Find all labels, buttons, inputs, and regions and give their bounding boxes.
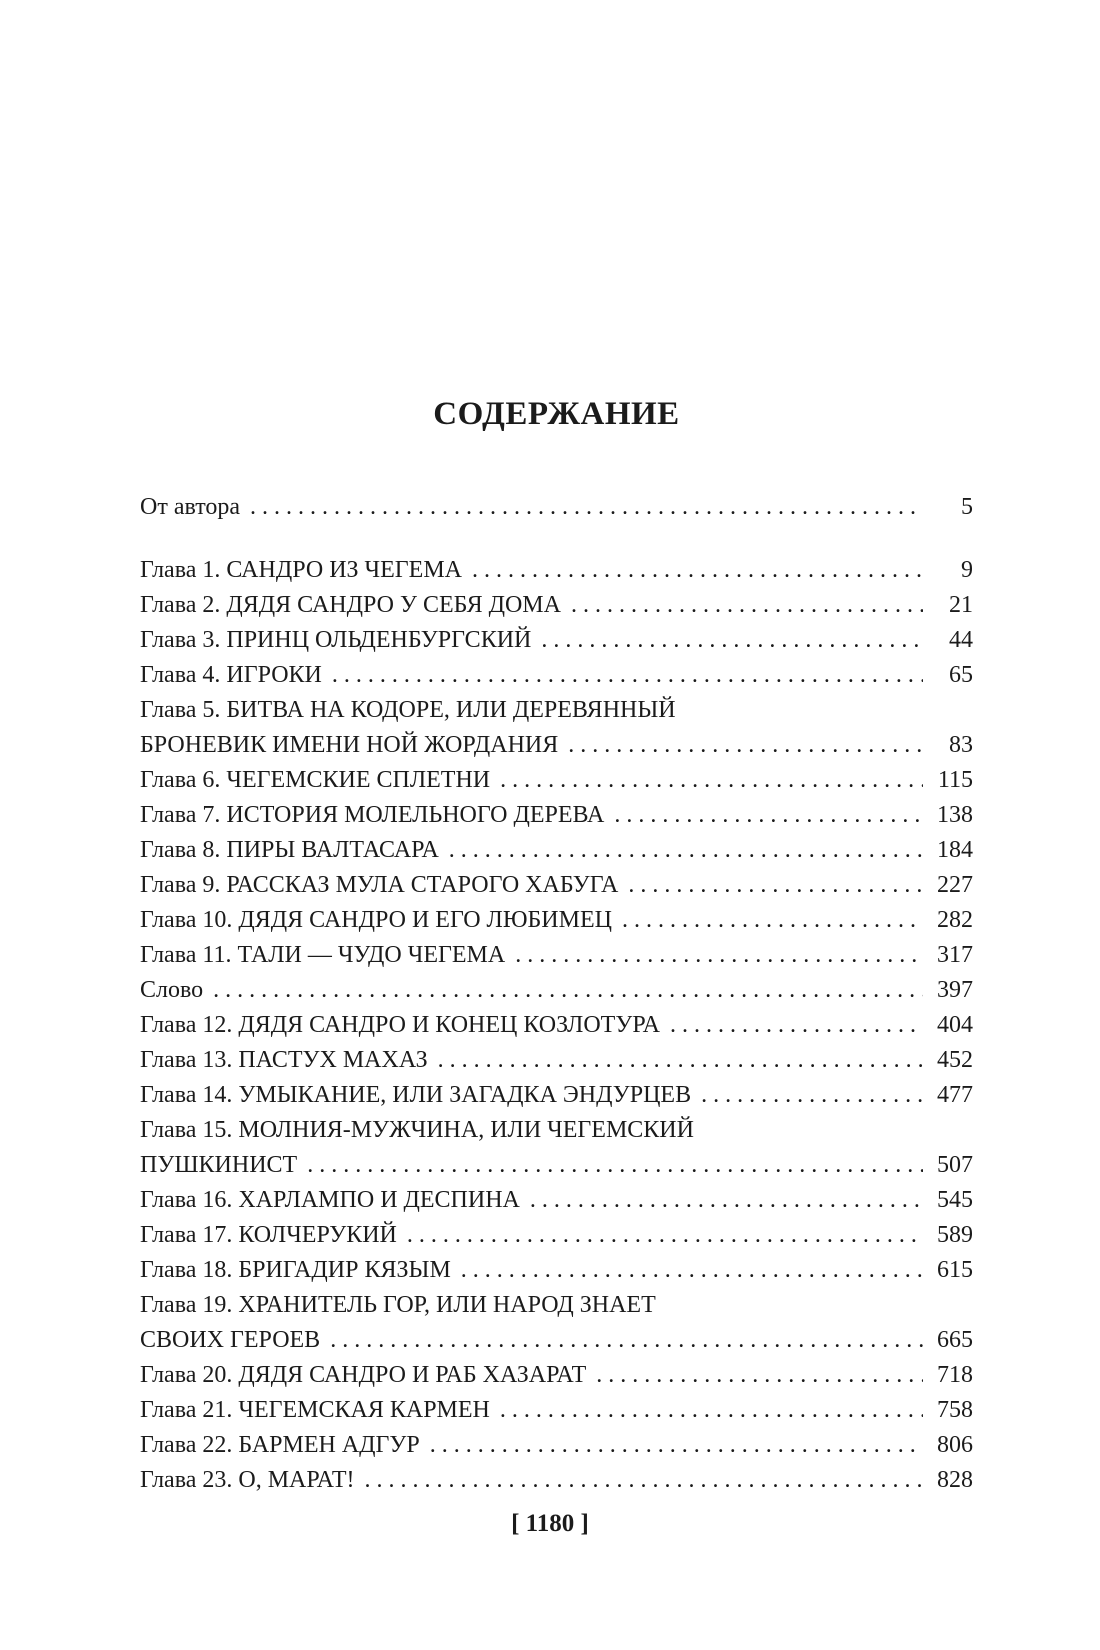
- dot-leader: [439, 833, 923, 868]
- toc-line: [140, 658, 973, 693]
- toc-line-text: Глава 4. ИГРОКИ: [140, 662, 322, 688]
- toc-line-text: Глава 11. ТАЛИ — ЧУДО ЧЕГЕМА: [140, 942, 506, 968]
- toc-line: [140, 693, 973, 728]
- toc-line: [140, 1043, 973, 1078]
- toc-line-page: 665: [937, 1327, 973, 1353]
- dot-leader: [604, 798, 923, 833]
- dot-leader: [586, 1358, 923, 1393]
- toc-line-page: 452: [937, 1047, 973, 1073]
- toc-line-page: 404: [937, 1012, 973, 1038]
- toc-line-page: 615: [937, 1257, 973, 1283]
- toc-line-page: 545: [937, 1187, 973, 1213]
- toc-line-page: 828: [937, 1467, 973, 1493]
- page-title: СОДЕРЖАНИЕ: [433, 396, 680, 432]
- dot-leader: [531, 623, 923, 658]
- toc-line-page: 5: [961, 494, 973, 520]
- dot-leader: [462, 553, 923, 588]
- dot-leader: [660, 1008, 923, 1043]
- toc-line-text: Глава 16. ХАРЛАМПО И ДЕСПИНА: [140, 1187, 520, 1213]
- toc-line-text: Глава 18. БРИГАДИР КЯЗЫМ: [140, 1257, 451, 1283]
- toc-line-text: Глава 22. БАРМЕН АДГУР: [140, 1432, 420, 1458]
- toc-line: [140, 1148, 973, 1183]
- dot-leader: [451, 1253, 923, 1288]
- toc-line-page: 282: [937, 907, 973, 933]
- toc-line-page: 138: [937, 802, 973, 828]
- toc-line-text: Глава 5. БИТВА НА КОДОРЕ, ИЛИ ДЕРЕВЯННЫЙ: [140, 697, 676, 723]
- dot-leader: [397, 1218, 923, 1253]
- toc-line-page: 83: [949, 732, 973, 758]
- toc-line: [140, 1113, 973, 1148]
- toc-line-page: 397: [937, 977, 973, 1003]
- toc-line-text: От автора: [140, 494, 241, 520]
- toc-line: [140, 1008, 973, 1043]
- dot-leader: [618, 868, 923, 903]
- toc-line: [140, 1428, 973, 1463]
- toc-line-page: 589: [937, 1222, 973, 1248]
- toc-line-text: ПУШКИНИСТ: [140, 1152, 298, 1178]
- toc-line: [140, 1183, 973, 1218]
- toc-line-text: Глава 10. ДЯДЯ САНДРО И ЕГО ЛЮБИМЕЦ: [140, 907, 612, 933]
- toc-line-page: 21: [949, 592, 973, 618]
- toc-line-text: Глава 21. ЧЕГЕМСКАЯ КАРМЕН: [140, 1397, 490, 1423]
- toc-line-text: Глава 1. САНДРО ИЗ ЧЕГЕМА: [140, 557, 463, 583]
- toc-line: [140, 728, 973, 763]
- toc-line: [140, 763, 973, 798]
- dot-leader: [691, 1078, 923, 1113]
- toc-line-text: Глава 12. ДЯДЯ САНДРО И КОНЕЦ КОЗЛОТУРА: [140, 1012, 660, 1038]
- toc-line-page: 507: [937, 1152, 973, 1178]
- toc-line-text: Глава 7. ИСТОРИЯ МОЛЕЛЬНОГО ДЕРЕВА: [140, 802, 605, 828]
- dot-leader: [240, 490, 923, 525]
- toc-line-page: 184: [937, 837, 973, 863]
- dot-leader: [428, 1043, 923, 1078]
- toc-line-text: Глава 8. ПИРЫ ВАЛТАСАРА: [140, 837, 439, 863]
- toc-line-page: 317: [937, 942, 973, 968]
- toc-line: [140, 1358, 973, 1393]
- toc-line: [140, 1253, 973, 1288]
- toc-line: [140, 868, 973, 903]
- toc-line-page: 806: [937, 1432, 973, 1458]
- toc-line: [140, 938, 973, 973]
- toc-line-text: Глава 17. КОЛЧЕРУКИЙ: [140, 1222, 397, 1248]
- toc-line: [140, 1078, 973, 1113]
- toc-line-page: 9: [961, 557, 973, 583]
- toc-line-page: 477: [937, 1082, 973, 1108]
- dot-leader: [203, 973, 923, 1008]
- dot-leader: [505, 938, 923, 973]
- toc-line-page: 115: [937, 767, 973, 793]
- toc-line-text: Слово: [140, 977, 204, 1003]
- toc-line-text: Глава 6. ЧЕГЕМСКИЕ СПЛЕТНИ: [140, 767, 491, 793]
- dot-leader: [520, 1183, 923, 1218]
- toc-line-text: Глава 15. МОЛНИЯ-МУЖЧИНА, ИЛИ ЧЕГЕМСКИЙ: [140, 1117, 694, 1143]
- toc-line-page: 44: [949, 627, 973, 653]
- toc-line: [140, 588, 973, 623]
- toc-line-text: Глава 9. РАССКАЗ МУЛА СТАРОГО ХАБУГА: [140, 872, 619, 898]
- toc-line-text: Глава 19. ХРАНИТЕЛЬ ГОР, ИЛИ НАРОД ЗНАЕТ: [140, 1292, 656, 1318]
- dot-leader: [612, 903, 923, 938]
- toc-line-text: Глава 14. УМЫКАНИЕ, ИЛИ ЗАГАДКА ЭНДУРЦЕВ: [140, 1082, 692, 1108]
- toc-line-page: 227: [937, 872, 973, 898]
- dot-leader: [355, 1463, 923, 1498]
- toc-line: [140, 1323, 973, 1358]
- dot-leader: [558, 728, 923, 763]
- toc-line-page: 65: [949, 662, 973, 688]
- toc-line: [140, 903, 973, 938]
- footer-page-number: [ 1180 ]: [511, 1510, 589, 1537]
- dot-leader: [320, 1323, 923, 1358]
- toc-line: [140, 798, 973, 833]
- dot-leader: [561, 588, 923, 623]
- content-column: [140, 396, 973, 1498]
- toc-line-text: Глава 20. ДЯДЯ САНДРО И РАБ ХАЗАРАТ: [140, 1362, 587, 1388]
- toc-line: [140, 623, 973, 658]
- toc-line-text: Глава 2. ДЯДЯ САНДРО У СЕБЯ ДОМА: [140, 592, 561, 618]
- toc-line-text: СВОИХ ГЕРОЕВ: [140, 1327, 321, 1353]
- dot-leader: [420, 1428, 923, 1463]
- table-of-contents: [140, 490, 973, 1498]
- dot-leader: [322, 658, 923, 693]
- toc-line: [140, 1393, 973, 1428]
- toc-line-text: Глава 13. ПАСТУХ МАХАЗ: [140, 1047, 428, 1073]
- toc-line-page: 758: [937, 1397, 973, 1423]
- dot-leader: [297, 1148, 923, 1183]
- dot-leader: [490, 763, 923, 798]
- toc-line: [140, 1463, 973, 1498]
- toc-line: [140, 833, 973, 868]
- toc-line: [140, 490, 973, 525]
- toc-line-page: 718: [937, 1362, 973, 1388]
- toc-line: [140, 973, 973, 1008]
- toc-line-text: Глава 3. ПРИНЦ ОЛЬДЕНБУРГСКИЙ: [140, 627, 532, 653]
- toc-line: [140, 1218, 973, 1253]
- toc-line-text: Глава 23. О, МАРАТ!: [140, 1467, 355, 1493]
- toc-line: [140, 553, 973, 588]
- toc-line-text: БРОНЕВИК ИМЕНИ НОЙ ЖОРДАНИЯ: [140, 732, 559, 758]
- dot-leader: [490, 1393, 923, 1428]
- toc-line: [140, 1288, 973, 1323]
